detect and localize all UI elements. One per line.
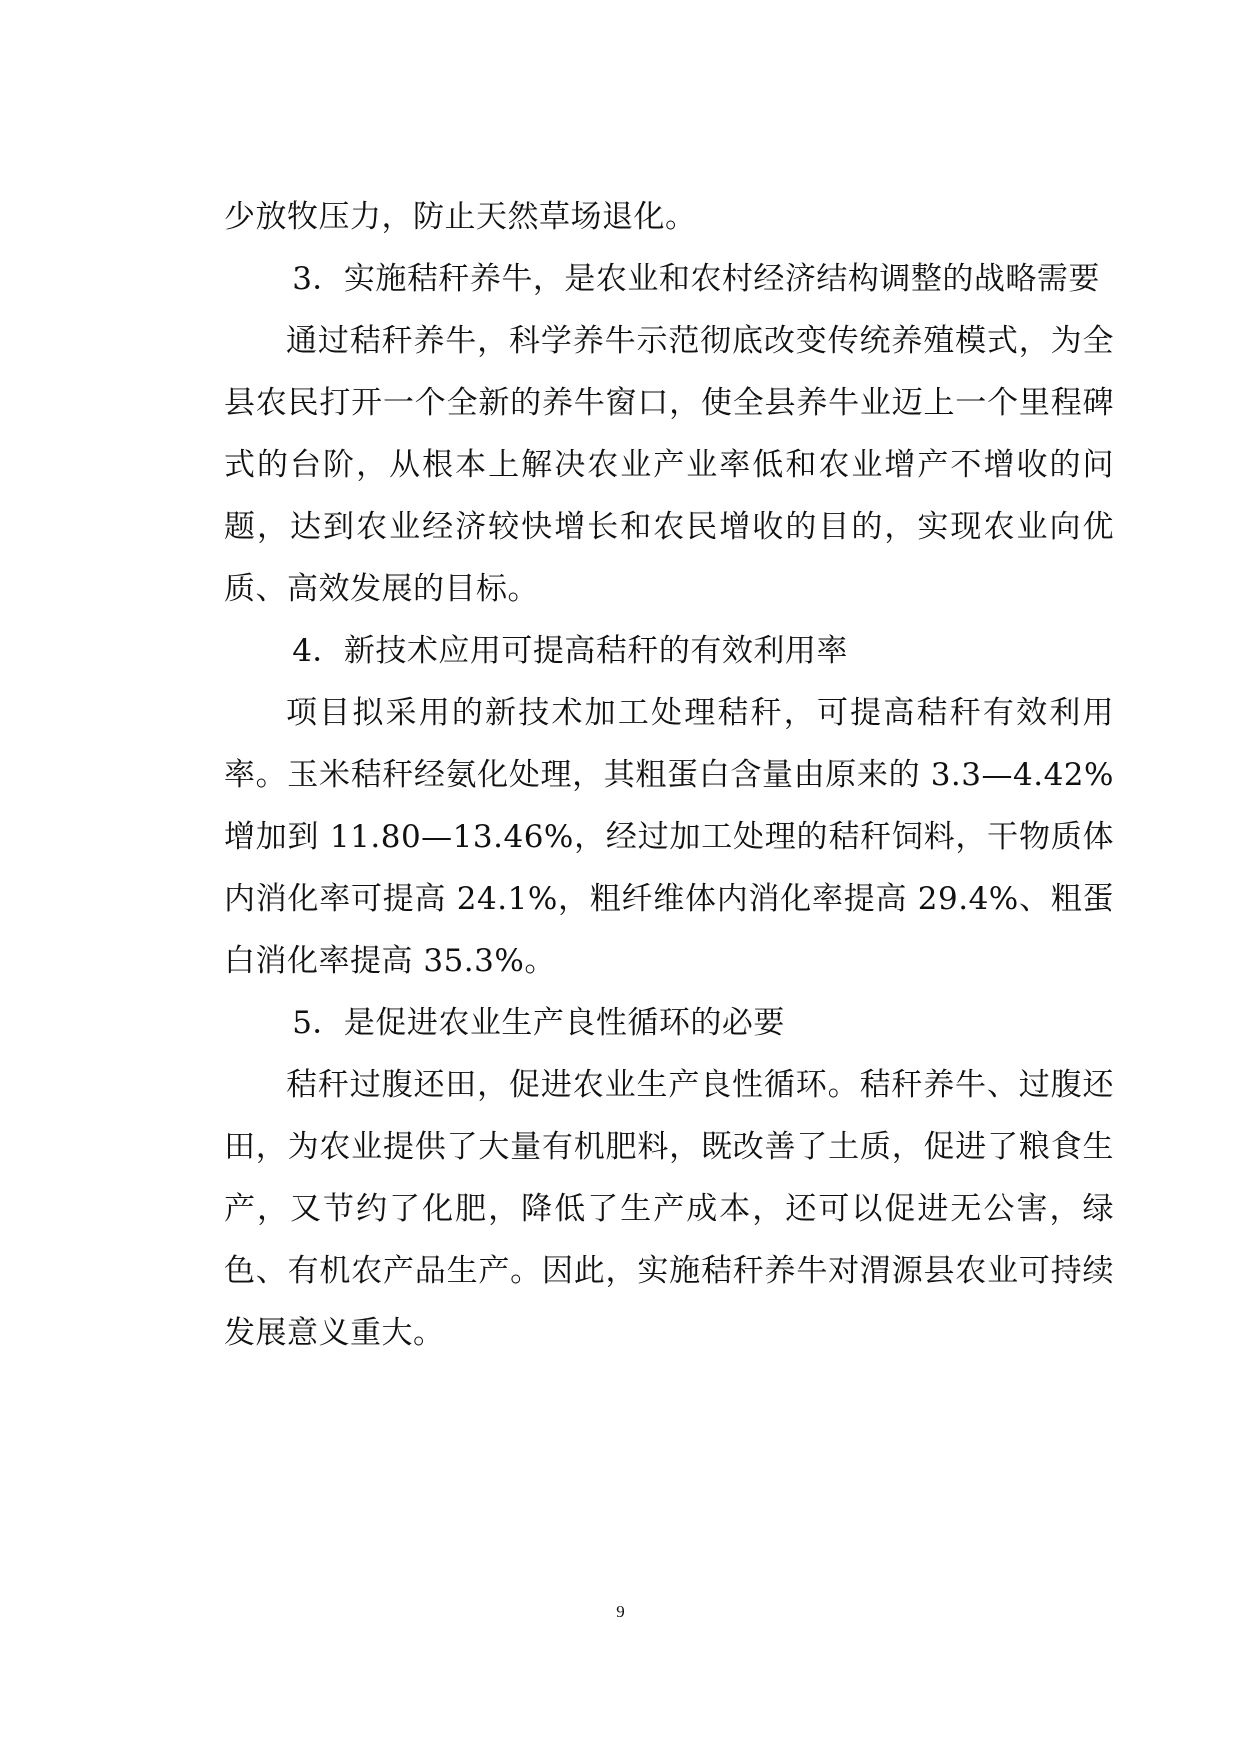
paragraph-section-5: 秸秆过腹还田，促进农业生产良性循环。秸秆养牛、过腹还田，为农业提供了大量有机肥料，既改善了土质，促进了粮食生产，又节约了化肥，降低了生产成本，还可以促进无公害，绿色、有机农产品生产。因此，实施秸秆养牛对渭源县农业可持续发展意义重大。 [224,1067,1114,1351]
page-number: 9 [616,1602,625,1621]
paragraph-continued: 少放牧压力，防止天然草场退化。 [224,199,697,235]
paragraph-section-4: 项目拟采用的新技术加工处理秸秆，可提高秸秆有效利用率。玉米秸秆经氨化处理，其粗蛋白含量由原来的 3.3—4.42%增加到 11.80—13.46%，经过加工处理的秸秆饲料，干物质体内消化率可提高 24.1%，粗纤维体内消化率提高 29.4%、粗蛋白消化率提高 35.3%。 [224,695,1114,979]
body-text [224,186,1114,1364]
paragraph-section-3: 通过秸秆养牛，科学养牛示范彻底改变传统养殖模式，为全县农民打开一个全新的养牛窗口，使全县养牛业迈上一个里程碑式的台阶，从根本上解决农业产业率低和农业增产不增收的问题，达到农业经济较快增长和农民增收的目的，实现农业向优质、高效发展的目标。 [224,323,1114,607]
section-heading-3: 3．实施秸秆养牛，是农业和农村经济结构调整的战略需要 [292,261,1100,297]
section-heading-5: 5．是促进农业生产良性循环的必要 [292,1005,785,1041]
section-heading-4: 4．新技术应用可提高秸秆的有效利用率 [292,633,848,669]
